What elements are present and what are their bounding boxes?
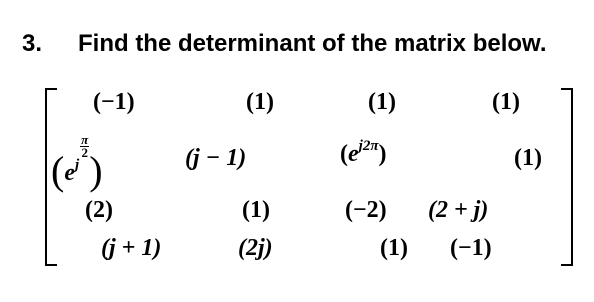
r2c1-frac-denominator: 2 <box>81 145 88 160</box>
matrix-cell-r3c4 <box>428 196 488 224</box>
r2c3-open-paren: ( <box>340 141 348 167</box>
r2c1-exponent <box>74 132 89 173</box>
question-heading <box>22 29 546 59</box>
right-bracket <box>561 88 573 266</box>
matrix-cell-r2c3 <box>340 140 387 168</box>
matrix-cell-r1c1: (−1) <box>93 89 135 115</box>
r3c4-value: (2 + j) <box>428 197 489 223</box>
matrix-cell-r2c1 <box>51 132 103 193</box>
matrix-cell-r1c4: (1) <box>492 89 520 115</box>
matrix-cell-r3c2: (1) <box>242 197 270 223</box>
matrix-cell-r4c2 <box>238 234 273 262</box>
r4c1-value: (j + 1) <box>101 235 162 261</box>
r2c3-close-paren: ) <box>378 141 387 167</box>
question-number: 3. <box>22 30 43 57</box>
r2c1-fraction <box>80 134 89 159</box>
matrix-cell-r4c4: (−1) <box>450 235 492 261</box>
r2c3-exponent: j2π <box>358 138 379 154</box>
matrix-cell-r3c1: (2) <box>85 197 113 223</box>
matrix-cell-r1c3: (1) <box>368 89 396 115</box>
r2c1-exp-prefix: j <box>74 157 80 173</box>
r2c1-close-paren: ) <box>89 148 103 193</box>
matrix-cell-r2c4: (1) <box>514 145 542 171</box>
matrix <box>45 88 573 264</box>
matrix-cell-r4c3: (1) <box>380 235 408 261</box>
matrix-cell-r2c2 <box>185 144 246 172</box>
r2c1-frac-numerator: π <box>81 132 89 147</box>
r2c1-open-paren: ( <box>51 148 65 193</box>
r4c2-value: (2j) <box>238 235 273 261</box>
question-text: Find the determinant of the matrix below. <box>78 30 547 57</box>
r2c3-base: e <box>348 141 359 167</box>
matrix-cell-r1c2: (1) <box>246 89 274 115</box>
r2c2-value: (j − 1) <box>185 145 247 171</box>
matrix-cell-r3c3: (−2) <box>345 197 387 223</box>
matrix-cell-r4c1 <box>101 234 161 262</box>
r2c1-base: e <box>64 160 75 186</box>
